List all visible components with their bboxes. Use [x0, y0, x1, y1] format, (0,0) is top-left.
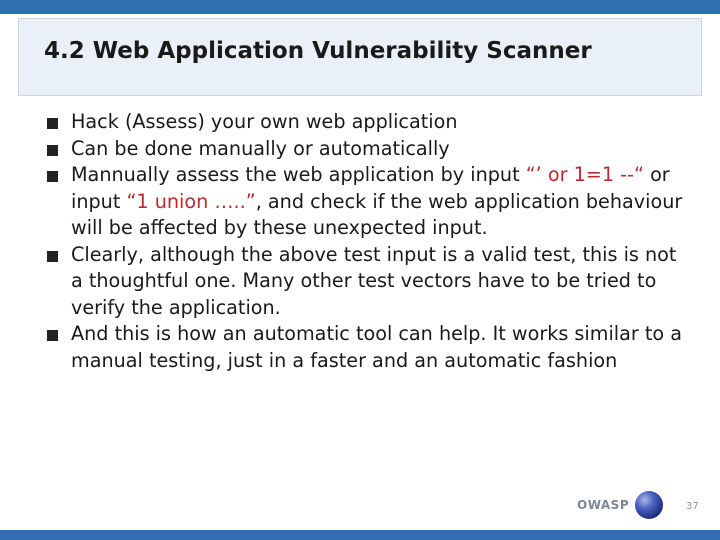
test-input-sql-or: “’ or 1=1 --“ — [525, 163, 644, 186]
top-accent-bar — [0, 0, 720, 14]
test-input-union: “1 union …..” — [126, 189, 256, 213]
owasp-logo-text: OWASP — [577, 498, 630, 512]
bullet-text: , and check if the web application behaviour will be affected by these unexpected input. — [71, 189, 683, 239]
bullet-item — [46, 136, 686, 163]
bullet-text: Can be done manually or automatically — [71, 136, 450, 160]
bullet-item — [46, 321, 686, 374]
square-bullet-icon — [47, 251, 58, 262]
bullet-text: Hack (Assess) your own web application — [71, 110, 458, 133]
square-bullet-icon — [47, 118, 58, 129]
page-number: 37 — [686, 501, 699, 512]
square-bullet-icon — [47, 330, 58, 341]
globe-icon — [635, 491, 663, 519]
bullet-text: Mannually assess the web application by input — [71, 163, 526, 186]
bullet-text: or input — [71, 163, 670, 213]
slide-title: 4.2 Web Application Vulnerability Scanner — [44, 38, 592, 64]
bottom-accent-bar — [0, 530, 720, 540]
square-bullet-icon — [47, 145, 58, 156]
bullet-list — [46, 109, 686, 374]
bullet-item — [46, 242, 686, 322]
bullet-text: Clearly, although the above test input is a valid test, this is not a thoughtful one. Many other test vectors have to be tried to verify the application. — [71, 242, 677, 319]
square-bullet-icon — [47, 171, 58, 182]
bullet-item — [46, 162, 686, 242]
bullet-item — [46, 109, 686, 136]
bullet-text: And this is how an automatic tool can help. It works similar to a manual testing, just in a faster and an automatic fashion — [71, 322, 682, 372]
